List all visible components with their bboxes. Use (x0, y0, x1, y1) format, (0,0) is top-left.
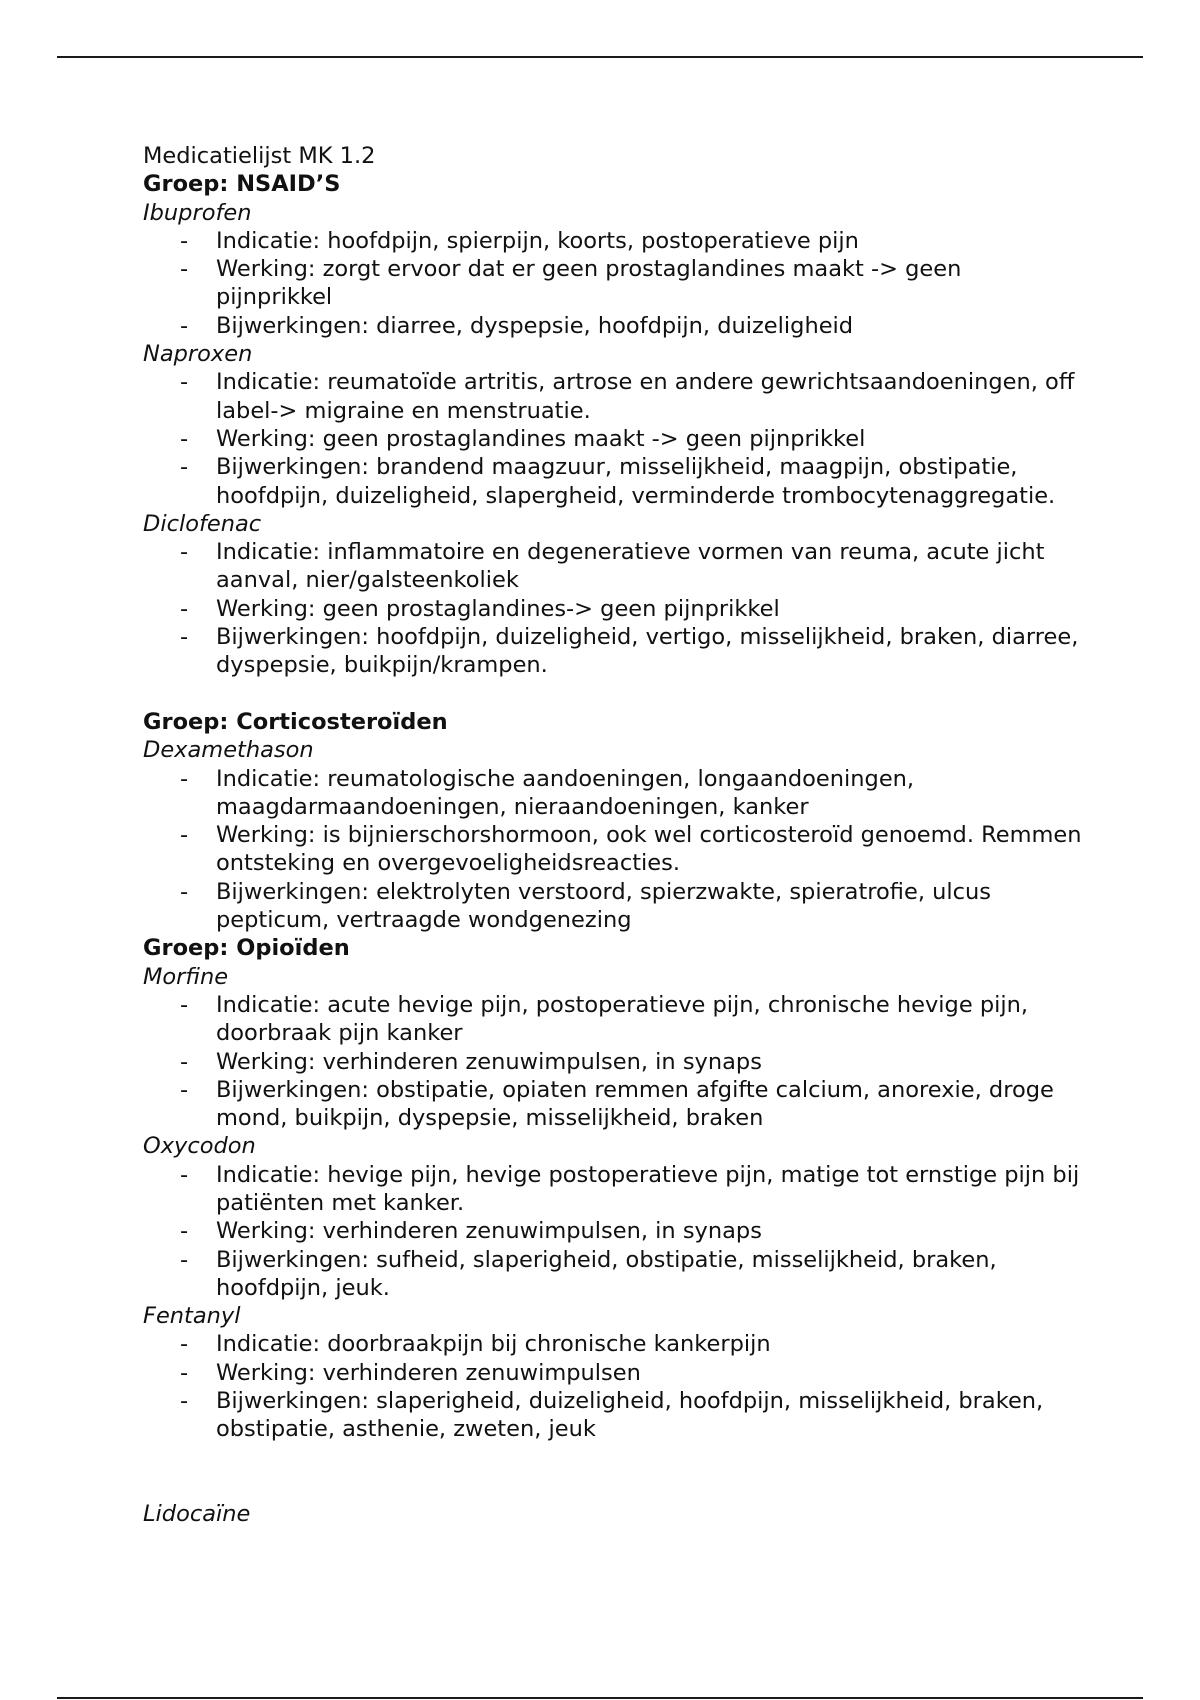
item-text: Bijwerkingen: sufheid, slaperigheid, obstipatie, misselijkheid, braken, hoofdpijn, jeuk. (216, 1246, 997, 1301)
list-item (143, 1246, 1083, 1303)
item-text: Werking: verhinderen zenuwimpulsen (216, 1359, 641, 1386)
header-rule (57, 56, 1143, 58)
list-item (143, 1359, 1083, 1387)
list-item (143, 1048, 1083, 1076)
item-text: Werking: geen prostaglandines maakt -> geen pijnprikkel (216, 425, 866, 452)
list-item (143, 368, 1083, 425)
item-text: Indicatie: hevige pijn, hevige postoperatieve pijn, matige tot ernstige pijn bij patiënten met kanker. (216, 1161, 1080, 1216)
item-text: Indicatie: reumatoïde artritis, artrose en andere gewrichtsaandoeningen, off label-> migraine en menstruatie. (216, 369, 1075, 424)
bullet-dash: - (180, 595, 189, 622)
bullet-dash: - (180, 991, 189, 1018)
bullet-dash: - (180, 1331, 189, 1358)
item-text: Indicatie: inflammatoire en degeneratieve vormen van reuma, acute jicht aanval, nier/galsteenkoliek (216, 539, 1045, 594)
list-item (143, 623, 1083, 680)
list-item (143, 1217, 1083, 1245)
bullet-dash: - (180, 1218, 189, 1245)
list-item (143, 878, 1083, 935)
item-text: Indicatie: reumatologische aandoeningen, longaandoeningen, maagdarmaandoeningen, nieraandoeningen, kanker (216, 765, 915, 820)
group-heading-opioiden: Groep: Opioïden (143, 935, 350, 962)
item-text: Indicatie: hoofdpijn, spierpijn, koorts, postoperatieve pijn (216, 227, 859, 254)
drug-name-ibuprofen: Ibuprofen (143, 199, 252, 226)
item-text: Werking: zorgt ervoor dat er geen prostaglandines maakt -> geen pijnprikkel (216, 256, 962, 311)
bullet-dash: - (180, 425, 189, 452)
item-text: Bijwerkingen: obstipatie, opiaten remmen afgifte calcium, anorexie, droge mond, buikpijn, dyspepsie, misselijkheid, braken (216, 1076, 1054, 1132)
drug-items-fentanyl (143, 1330, 1083, 1443)
group-heading-nsaids: Groep: NSAID’S (143, 171, 341, 198)
bullet-dash: - (180, 1388, 189, 1415)
drug-name-dexamethason: Dexamethason (143, 737, 314, 764)
bullet-dash: - (180, 369, 189, 396)
document-body (143, 142, 1083, 1529)
bullet-dash: - (180, 624, 189, 651)
item-text: Werking: is bijnierschorshormoon, ook wel corticosteroïd genoemd. Remmen ontsteking en overgevoeligheidsreacties. (216, 822, 1082, 877)
item-text: Werking: geen prostaglandines-> geen pijnprikkel (216, 595, 780, 622)
item-text: Bijwerkingen: diarree, dyspepsie, hoofdpijn, duizeligheid (216, 312, 854, 339)
drug-name-morfine: Morfine (143, 963, 229, 990)
list-item (143, 227, 1083, 255)
bullet-dash: - (180, 1359, 189, 1386)
list-item (143, 1330, 1083, 1358)
bullet-dash: - (180, 765, 189, 792)
list-item (143, 312, 1083, 340)
list-item (143, 595, 1083, 623)
bullet-dash: - (180, 312, 189, 339)
drug-items-oxycodon (143, 1161, 1083, 1302)
drug-name-diclofenac: Diclofenac (143, 510, 262, 537)
list-item (143, 1161, 1083, 1218)
list-item (143, 765, 1083, 822)
bullet-dash: - (180, 1076, 189, 1103)
item-text: Bijwerkingen: hoofdpijn, duizeligheid, vertigo, misselijkheid, braken, diarree, dyspepsie, buikpijn/krampen. (216, 624, 1079, 679)
drug-items-diclofenac (143, 538, 1083, 679)
list-item (143, 425, 1083, 453)
bullet-dash: - (180, 256, 189, 283)
item-text: Werking: verhinderen zenuwimpulsen, in synaps (216, 1048, 762, 1075)
bullet-dash: - (180, 539, 189, 566)
drug-items-dexamethason (143, 765, 1083, 935)
footer-rule (57, 1697, 1143, 1699)
blank-lines (143, 1444, 1083, 1501)
group-heading-corticosteroiden: Groep: Corticosteroïden (143, 708, 448, 735)
blank-line (143, 680, 1083, 708)
bullet-dash: - (180, 227, 189, 254)
list-item (143, 1076, 1083, 1133)
drug-name-lidocaine: Lidocaïne (143, 1501, 251, 1528)
drug-name-oxycodon: Oxycodon (143, 1133, 256, 1160)
bullet-dash: - (180, 1048, 189, 1075)
item-text: Bijwerkingen: slaperigheid, duizeligheid, hoofdpijn, misselijkheid, braken, obstipatie, asthenie, zweten, jeuk (216, 1388, 1044, 1443)
item-text: Bijwerkingen: elektrolyten verstoord, spierzwakte, spieratrofie, ulcus pepticum, vertraagde wondgenezing (216, 878, 991, 934)
item-text: Bijwerkingen: brandend maagzuur, misselijkheid, maagpijn, obstipatie, hoofdpijn, duizeligheid, slapergheid, verminderde trombocytenaggregatie. (216, 454, 1056, 509)
item-text: Indicatie: doorbraakpijn bij chronische kankerpijn (216, 1331, 771, 1358)
bullet-dash: - (180, 822, 189, 849)
list-item (143, 991, 1083, 1048)
bullet-dash: - (180, 454, 189, 481)
drug-items-naproxen (143, 368, 1083, 509)
drug-items-ibuprofen (143, 227, 1083, 340)
item-text: Werking: verhinderen zenuwimpulsen, in synaps (216, 1218, 762, 1245)
list-item (143, 538, 1083, 595)
document-title: Medicatielijst MK 1.2 (143, 143, 376, 169)
list-item (143, 1387, 1083, 1444)
drug-name-naproxen: Naproxen (143, 341, 253, 368)
drug-items-morfine (143, 991, 1083, 1132)
bullet-dash: - (180, 1161, 189, 1188)
drug-name-fentanyl: Fentanyl (143, 1303, 241, 1330)
item-text: Indicatie: acute hevige pijn, postoperatieve pijn, chronische hevige pijn, doorbraak pijn kanker (216, 991, 1029, 1047)
bullet-dash: - (180, 878, 189, 905)
list-item (143, 821, 1083, 878)
list-item (143, 255, 1083, 312)
bullet-dash: - (180, 1246, 189, 1273)
list-item (143, 453, 1083, 510)
